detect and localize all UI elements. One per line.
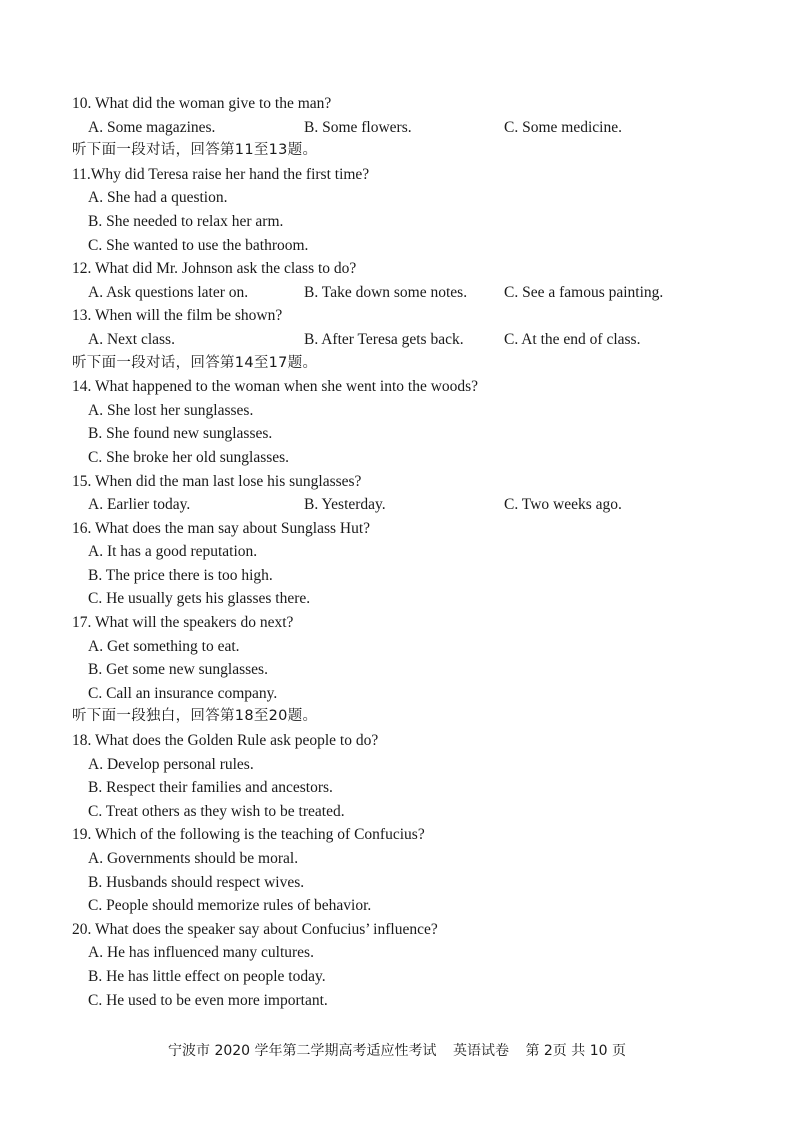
option-b: B. After Teresa gets back. — [304, 330, 464, 348]
option: B. The price there is too high. — [88, 566, 273, 584]
option: A. Develop personal rules. — [88, 755, 254, 773]
footer-page-number: 第 2页 共 10 页 — [525, 1043, 626, 1059]
option: B. Get some new sunglasses. — [88, 661, 268, 679]
section-instruction: 听下面一段独白，回答第18至20题。 — [72, 708, 318, 725]
option-row — [72, 116, 732, 140]
option-c: C. Two weeks ago. — [504, 496, 622, 514]
option: B. She needed to relax her arm. — [88, 212, 284, 230]
option: B. He has little effect on people today. — [88, 967, 326, 985]
option-c: C. Some medicine. — [504, 118, 622, 136]
option: B. Husbands should respect wives. — [88, 873, 305, 891]
option-row — [72, 493, 732, 517]
option: B. Respect their families and ancestors. — [88, 779, 333, 797]
option-c: C. See a famous painting. — [504, 283, 664, 301]
option: A. He has influenced many cultures. — [88, 944, 314, 962]
option-row — [72, 281, 732, 305]
option: C. Call an insurance company. — [88, 684, 278, 702]
option: C. People should memorize rules of behavior. — [88, 897, 372, 915]
option: C. He usually gets his glasses there. — [88, 590, 311, 608]
option: A. She had a question. — [88, 189, 228, 207]
footer-exam-title: 宁波市 2020 学年第二学期高考适应性考试 — [168, 1043, 437, 1059]
option: A. Get something to eat. — [88, 637, 240, 655]
footer-subject: 英语试卷 — [453, 1043, 509, 1059]
option-a: A. Earlier today. — [88, 496, 191, 514]
option-a: A. Some magazines. — [88, 118, 216, 136]
option-b: B. Take down some notes. — [304, 283, 468, 301]
question-stem: 14. What happened to the woman when she went into the woods? — [72, 378, 479, 396]
question-stem: 18. What does the Golden Rule ask people to do? — [72, 732, 379, 750]
question-stem: 15. When did the man last lose his sunglasses? — [72, 472, 362, 490]
option-b: B. Yesterday. — [304, 496, 386, 514]
question-stem: 17. What will the speakers do next? — [72, 614, 294, 632]
option-a: A. Next class. — [88, 330, 175, 348]
question-stem: 13. When will the film be shown? — [72, 307, 283, 325]
option-c: C. At the end of class. — [504, 330, 641, 348]
question-stem: 16. What does the man say about Sunglass Hut? — [72, 519, 371, 537]
option-b: B. Some flowers. — [304, 118, 412, 136]
section-instruction: 听下面一段对话，回答第14至17题。 — [72, 354, 318, 371]
question-list — [72, 92, 732, 1012]
option-row — [72, 328, 732, 352]
question-stem: 10. What did the woman give to the man? — [72, 95, 332, 112]
option: A. She lost her sunglasses. — [88, 401, 254, 419]
question-stem: 19. Which of the following is the teaching of Confucius? — [72, 826, 425, 844]
question-stem: 12. What did Mr. Johnson ask the class to do? — [72, 260, 357, 278]
option: A. It has a good reputation. — [88, 543, 258, 561]
option: C. Treat others as they wish to be treated. — [88, 802, 345, 820]
section-instruction: 听下面一段对话，回答第11至13题。 — [72, 142, 318, 159]
page-footer — [0, 1040, 794, 1060]
option: A. Governments should be moral. — [88, 850, 299, 867]
question-stem: 11.Why did Teresa raise her hand the first time? — [72, 165, 370, 183]
option: C. He used to be even more important. — [88, 991, 328, 1009]
option-a: A. Ask questions later on. — [88, 283, 249, 301]
question-stem: 20. What does the speaker say about Confucius’ influence? — [72, 920, 438, 938]
option: B. She found new sunglasses. — [88, 425, 273, 443]
option: C. She broke her old sunglasses. — [88, 448, 290, 466]
option: C. She wanted to use the bathroom. — [88, 236, 309, 254]
